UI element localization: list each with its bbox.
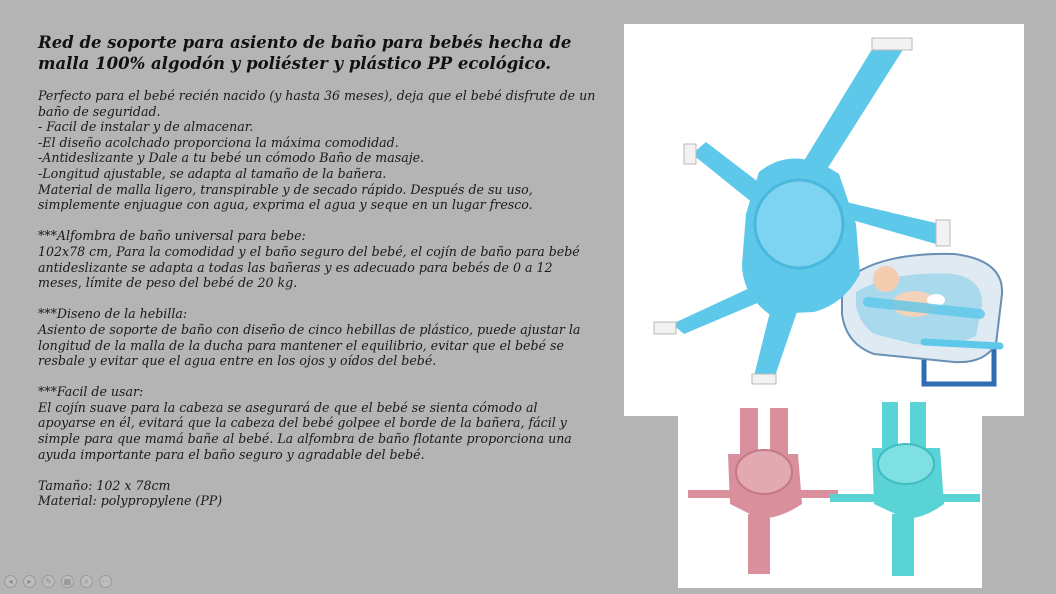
spec-size: Tamaño: 102 x 78cm [38,477,171,493]
zoom-icon[interactable]: ⌕ [80,575,93,588]
section-mat-body: 102x78 cm, Para la comodidad y el baño seguro del bebé, el cojín de baño para bebé antideslizante se adapta a todas las bañeras y es adecuado para bebés de 0 a 12 meses, límite de peso del bebé de 20 kg. [38,243,580,291]
slideshow-controls [4,575,112,588]
intro-line: Perfecto para el bebé recién nacido (y hasta 36 meses), deja que el bebé disfrute de un baño de seguridad. [38,88,596,119]
next-icon[interactable]: ▸ [23,575,36,588]
section-use-body: El cojín suave para la cabeza se asegurará de que el bebé se sienta cómodo al apoyarse en él, evitará que la cabeza del bebé golpee el borde de la bañera, fácil y simple para que mamá bañe al bebé. La alfombra de baño flotante proporciona una ayuda importante para el baño seguro y agradable del bebé. [38,399,572,462]
intro-line: -El diseño acolchado proporciona la máxima comodidad. [38,134,399,150]
product-title: Red de soporte para asiento de baño para bebés hecha de malla 100% algodón y poliéster y plástico PP ecológico. [38,33,572,73]
section-buckle-heading: ***Diseno de la hebilla: [38,306,188,322]
bath-net-blue-illustration [624,24,1024,416]
baby-tub-inset [842,254,1002,384]
section-buckle-body: Asiento de soporte de baño con diseño de cinco hebillas de plástico, puede ajustar la longitud de la malla de la ducha para mantener el equilibrio, evitar que el bebé se resbale y evitar que el agua entre en los ojos y oídos del bebé. [38,321,581,369]
intro-line: -Longitud ajustable, se adapta al tamaño de la bañera. [38,165,387,181]
bath-net-variants-illustration [678,394,982,588]
slides-icon[interactable]: ▦ [61,575,74,588]
product-photo-main [624,24,1024,416]
menu-icon[interactable]: ⋯ [99,575,112,588]
prev-icon[interactable]: ◂ [4,575,17,588]
section-use-heading: ***Facil de usar: [38,384,144,400]
intro-line: Material de malla ligero, transpirable y de secado rápido. Después de su uso, simplemente enjuague con agua, exprima el agua y seque en un lugar fresco. [38,181,533,213]
intro-line: - Facil de instalar y de almacenar. [38,119,254,135]
teal-variant [830,402,980,576]
spec-material: Material: polypropylene (PP) [38,493,223,509]
product-photo-variants [678,394,982,588]
intro-line: -Antideslizante y Dale a tu bebé un cómodo Baño de masaje. [38,150,425,166]
pink-variant [688,408,838,574]
section-mat-heading: ***Alfombra de baño universal para bebe: [38,228,306,244]
product-description [38,32,598,509]
pen-icon[interactable]: ✎ [42,575,55,588]
